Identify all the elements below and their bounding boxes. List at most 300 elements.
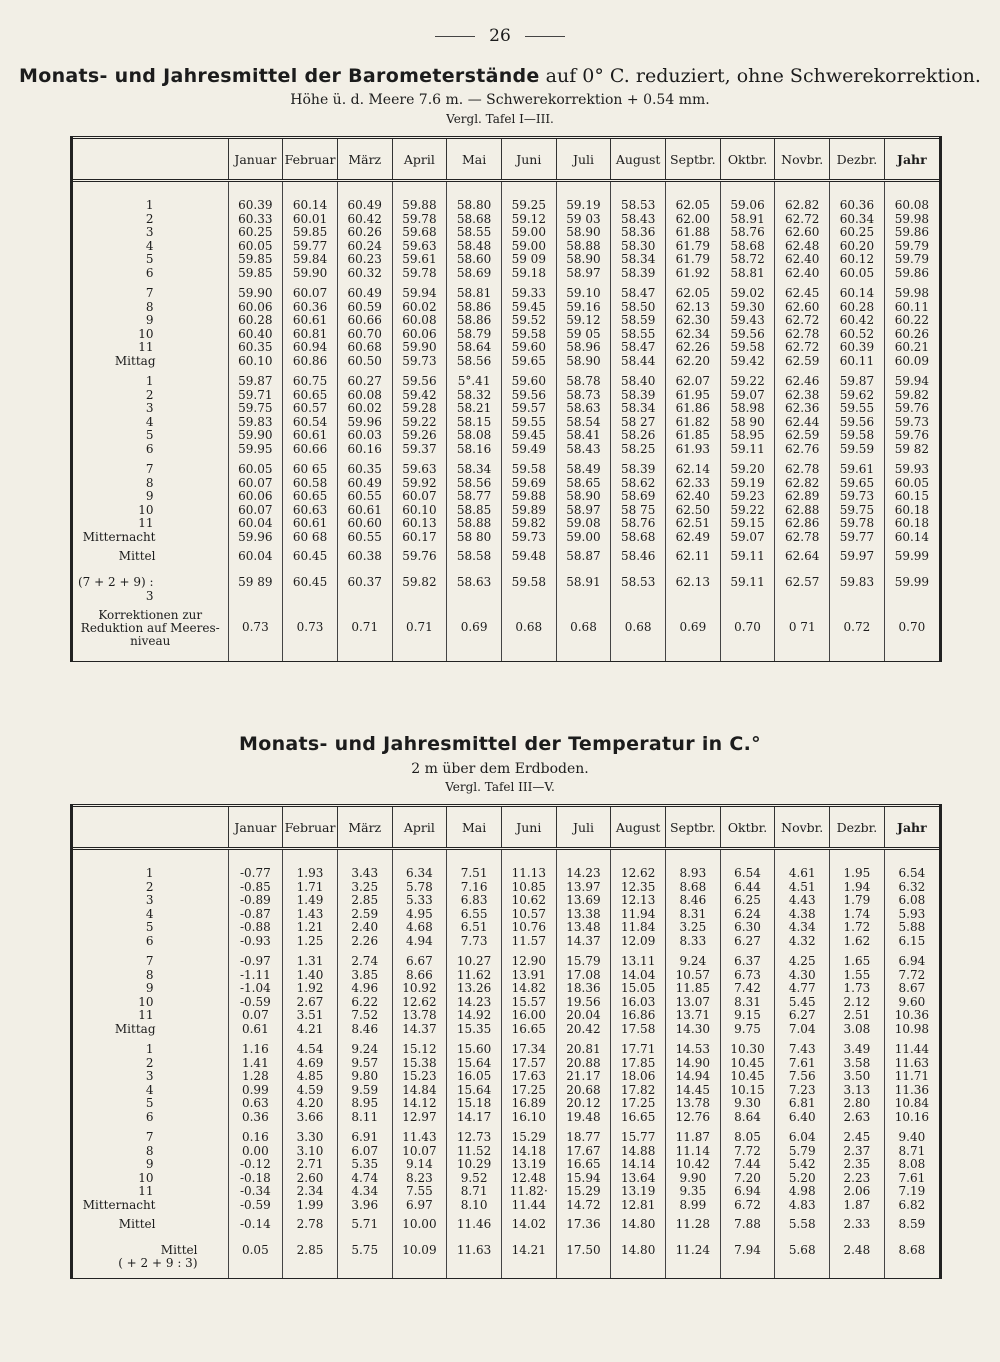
table2-title: Monats- und Jahresmittel der Temperatur in C.°: [239, 733, 761, 755]
table-cell: 10.57: [501, 908, 556, 922]
table2-subtitle: 2 m über dem Erdboden.: [411, 761, 589, 777]
table-cell: -1.04: [228, 982, 283, 996]
table-cell: 0.68: [501, 603, 556, 653]
table-cell: 12.48: [501, 1172, 556, 1186]
table-cell: 13.19: [611, 1185, 666, 1199]
table-cell: 59.96: [228, 531, 283, 545]
table-cell: 60.81: [283, 328, 338, 342]
table-cell: 6.15: [884, 935, 939, 949]
spacer-cell: [283, 849, 338, 861]
table-cell: 60.25: [228, 226, 283, 240]
table-cell: 8.46: [337, 1023, 392, 1037]
spacer-cell: [228, 849, 283, 861]
row-label-line: ( + 2 + 9 : 3): [118, 1256, 198, 1270]
table-cell: 9.24: [666, 948, 721, 969]
table-cell: 59.76: [884, 402, 939, 416]
table-cell: 59.90: [228, 429, 283, 443]
table-cell: 60 65: [283, 456, 338, 477]
table-cell: 6.34: [392, 860, 447, 881]
table-cell: 17.57: [501, 1057, 556, 1071]
spacer-cell: [556, 1270, 611, 1279]
table-row: [73, 1097, 939, 1111]
table-cell: 4.21: [283, 1023, 338, 1037]
spacer-cell: [392, 181, 447, 193]
table-cell: 5.75: [337, 1242, 392, 1270]
table-cell: 60.18: [884, 517, 939, 531]
table-cell: 59.63: [392, 456, 447, 477]
table-cell: 14.17: [447, 1111, 502, 1125]
table-cell: 14.90: [666, 1057, 721, 1071]
column-header: Januar: [228, 806, 283, 849]
table-cell: 9.24: [337, 1036, 392, 1057]
table-cell: 16.86: [611, 1009, 666, 1023]
table-cell: 6.07: [337, 1145, 392, 1159]
spacer-cell: [447, 1270, 502, 1279]
table-cell: 1.21: [283, 921, 338, 935]
table-cell: 6.94: [720, 1185, 775, 1199]
table-cell: 60.70: [337, 328, 392, 342]
row-label: 4: [145, 238, 154, 253]
table-cell: 61.88: [666, 226, 721, 240]
table-cell: 59.79: [884, 240, 939, 254]
table-cell: 60.04: [228, 517, 283, 531]
table-cell: 60.28: [830, 301, 885, 315]
table-row: [73, 456, 939, 477]
table-cell: 15.05: [611, 982, 666, 996]
table-cell: 5.42: [775, 1158, 830, 1172]
table-cell: 0 71: [775, 603, 830, 653]
table-cell: 59.22: [392, 416, 447, 430]
spacer-cell: [447, 653, 502, 662]
table-cell: 59.76: [392, 544, 447, 574]
table-cell: 60.45: [283, 574, 338, 603]
table-cell: 59.60: [501, 368, 556, 389]
table-cell: 14.12: [392, 1097, 447, 1111]
table-cell: 10.29: [447, 1158, 502, 1172]
table-cell: 58.77: [447, 490, 502, 504]
table-cell: 11.36: [884, 1084, 939, 1098]
table-row: [73, 1212, 939, 1242]
table-cell: 4.34: [775, 921, 830, 935]
table-cell: 60.22: [884, 314, 939, 328]
table-cell: 59.19: [720, 477, 775, 491]
table-cell: 5.20: [775, 1172, 830, 1186]
table-cell: 60.65: [283, 389, 338, 403]
row-label: 9: [145, 313, 154, 327]
table-cell: 7.72: [884, 969, 939, 983]
spacer-cell: [447, 181, 502, 193]
table-cell: 60.06: [228, 490, 283, 504]
table-cell: 60.39: [830, 341, 885, 355]
table-cell: 59.58: [501, 574, 556, 603]
spacer-cell: [884, 849, 939, 861]
table-cell: 2.48: [830, 1242, 885, 1270]
table-cell: 59.11: [720, 443, 775, 457]
table-cell: 60.11: [830, 355, 885, 369]
table-cell: 11.87: [666, 1124, 721, 1145]
table-cell: 58.91: [556, 574, 611, 603]
row-label: Mittag: [114, 353, 156, 368]
column-header: Novbr.: [775, 806, 830, 849]
table-cell: 14.30: [666, 1023, 721, 1037]
table-cell: 60.75: [283, 368, 338, 389]
table-cell: 11.63: [447, 1242, 502, 1270]
table-cell: 59.61: [392, 253, 447, 267]
table-cell: -0.59: [228, 996, 283, 1010]
table-cell: 14.18: [501, 1145, 556, 1159]
table-cell: 17.58: [611, 1023, 666, 1037]
table-cell: 13.48: [556, 921, 611, 935]
table-cell: 4.38: [775, 908, 830, 922]
spacer-cell: [830, 849, 885, 861]
table-cell: 60.66: [283, 443, 338, 457]
spacer-cell: [884, 1270, 939, 1279]
table-row: [73, 355, 939, 369]
table-cell: 59.33: [501, 280, 556, 301]
table-row: [73, 1084, 939, 1098]
table-cell: 59.63: [392, 240, 447, 254]
table-cell: 6.81: [775, 1097, 830, 1111]
table-cell: 14.23: [556, 860, 611, 881]
table-cell: 59.76: [884, 429, 939, 443]
table-cell: 60.28: [228, 314, 283, 328]
table-cell: 11.63: [884, 1057, 939, 1071]
table-row: [73, 443, 939, 457]
spacer-cell: [73, 1270, 228, 1279]
table-cell: 1.49: [283, 894, 338, 908]
table-cell: 3.10: [283, 1145, 338, 1159]
table-cell: 59.11: [720, 574, 775, 603]
table-cell: 10.30: [720, 1036, 775, 1057]
table-row: [73, 389, 939, 403]
table-cell: 1.55: [830, 969, 885, 983]
table-cell: 15.94: [556, 1172, 611, 1186]
table-cell: 58.90: [556, 226, 611, 240]
table-row: [73, 1009, 939, 1023]
table-cell: 60.60: [337, 517, 392, 531]
table-cell: 58.43: [556, 443, 611, 457]
table-cell: 2.40: [337, 921, 392, 935]
table-cell: 58.90: [556, 253, 611, 267]
table-cell: 15.79: [556, 948, 611, 969]
table-cell: 15.18: [447, 1097, 502, 1111]
table-cell: 59.94: [392, 280, 447, 301]
table-cell: 16.00: [501, 1009, 556, 1023]
table-cell: 59.89: [501, 504, 556, 518]
table-cell: 14.37: [556, 935, 611, 949]
spacer-cell: [283, 1270, 338, 1279]
table-cell: 6.04: [775, 1124, 830, 1145]
table-cell: 58.56: [447, 355, 502, 369]
table-cell: 60.12: [830, 253, 885, 267]
table-cell: -0.12: [228, 1158, 283, 1172]
table-cell: 21.17: [556, 1070, 611, 1084]
table-cell: 58.36: [611, 226, 666, 240]
table-cell: 60.61: [283, 517, 338, 531]
table-row: [73, 328, 939, 342]
table-cell: 59.90: [392, 341, 447, 355]
table-cell: 59.08: [556, 517, 611, 531]
table-cell: 58.88: [447, 517, 502, 531]
table-cell: 60.03: [337, 429, 392, 443]
table-cell: 58.59: [611, 314, 666, 328]
table-cell: 10.45: [720, 1057, 775, 1071]
table-cell: 58.87: [556, 544, 611, 574]
table-cell: 4.30: [775, 969, 830, 983]
table-cell: 7.19: [884, 1185, 939, 1199]
table-cell: 59.56: [392, 368, 447, 389]
spacer-cell: [666, 181, 721, 193]
table-cell: 6.73: [720, 969, 775, 983]
table-cell: 58.34: [611, 253, 666, 267]
table-cell: 11.94: [611, 908, 666, 922]
spacer-cell: [73, 653, 228, 662]
table-cell: 58.55: [447, 226, 502, 240]
table-cell: 59.12: [501, 213, 556, 227]
table-cell: 1.74: [830, 908, 885, 922]
table-cell: 59.43: [720, 314, 775, 328]
table-cell: 2.06: [830, 1185, 885, 1199]
table-cell: 10.09: [392, 1242, 447, 1270]
table-cell: 60.61: [337, 504, 392, 518]
table-row: [73, 301, 939, 315]
table-cell: 59.73: [501, 531, 556, 545]
table-row: [73, 908, 939, 922]
table-cell: 20.81: [556, 1036, 611, 1057]
table-cell: 9.80: [337, 1070, 392, 1084]
table-cell: 59.71: [228, 389, 283, 403]
table-cell: 4.43: [775, 894, 830, 908]
table-cell: 18.77: [556, 1124, 611, 1145]
table-cell: 59.79: [884, 253, 939, 267]
row-label: 3: [145, 1069, 154, 1083]
table-cell: 7.56: [775, 1070, 830, 1084]
table-cell: 19.48: [556, 1111, 611, 1125]
table-cell: 60.05: [228, 240, 283, 254]
row-label: 8: [145, 299, 154, 314]
table-cell: 58.39: [611, 456, 666, 477]
table-cell: 9.40: [884, 1124, 939, 1145]
spacer-cell: [283, 653, 338, 662]
spacer-cell: [775, 181, 830, 193]
row-label: 3: [145, 893, 154, 907]
spacer-cell: [884, 653, 939, 662]
table-cell: 2.63: [830, 1111, 885, 1125]
table-cell: 59.78: [392, 213, 447, 227]
table-cell: 62.86: [775, 517, 830, 531]
table-cell: 14.14: [611, 1158, 666, 1172]
table-cell: 62.00: [666, 213, 721, 227]
table-cell: 60.17: [392, 531, 447, 545]
table-cell: 10.45: [720, 1070, 775, 1084]
table-cell: 0.73: [228, 603, 283, 653]
row-label: 4: [145, 906, 154, 921]
spacer-cell: [830, 1270, 885, 1279]
spacer-cell: [830, 653, 885, 662]
table-cell: 59.56: [720, 328, 775, 342]
table-row: [73, 253, 939, 267]
table-cell: 15.38: [392, 1057, 447, 1071]
table-cell: 58.68: [720, 240, 775, 254]
table-cell: 10.92: [392, 982, 447, 996]
table-cell: 60.35: [337, 456, 392, 477]
table-cell: 62.05: [666, 280, 721, 301]
table-cell: 6.37: [720, 948, 775, 969]
table-cell: 9.30: [720, 1097, 775, 1111]
table-cell: 58.47: [611, 341, 666, 355]
table-cell: 12.73: [447, 1124, 502, 1145]
table-cell: 10.76: [501, 921, 556, 935]
table-cell: 17.36: [556, 1212, 611, 1242]
table-cell: 10.98: [884, 1023, 939, 1037]
table-row: [73, 1036, 939, 1057]
table-cell: 59.30: [720, 301, 775, 315]
table-cell: 58.90: [556, 490, 611, 504]
table-cell: 58.21: [447, 402, 502, 416]
table-cell: 1.41: [228, 1057, 283, 1071]
column-header: Februar: [283, 138, 338, 181]
table-cell: 58.69: [447, 267, 502, 281]
table-cell: 58.80: [447, 192, 502, 213]
table-row: [73, 1199, 939, 1213]
table-cell: 9.52: [447, 1172, 502, 1186]
table-cell: 9.14: [392, 1158, 447, 1172]
table-cell: 62.72: [775, 314, 830, 328]
correction-label-line: Korrektionen zur: [98, 607, 203, 622]
table-cell: 2.74: [337, 948, 392, 969]
table-cell: 62.13: [666, 301, 721, 315]
table-cell: 4.94: [392, 935, 447, 949]
table-cell: 12.09: [611, 935, 666, 949]
table-cell: 11.71: [884, 1070, 939, 1084]
table-cell: 2.85: [337, 894, 392, 908]
table-cell: 2.60: [283, 1172, 338, 1186]
spacer-cell: [775, 849, 830, 861]
table-cell: 59.22: [720, 504, 775, 518]
table-cell: 7.44: [720, 1158, 775, 1172]
table-cell: 62.82: [775, 477, 830, 491]
table-cell: 20.12: [556, 1097, 611, 1111]
table-cell: 0.69: [666, 603, 721, 653]
table-cell: 59 89: [228, 574, 283, 603]
table-cell: -0.87: [228, 908, 283, 922]
table-cell: 11.46: [447, 1212, 502, 1242]
table-cell: 58.76: [611, 517, 666, 531]
table-cell: 3.85: [337, 969, 392, 983]
spacer-cell: [666, 653, 721, 662]
spacer-cell: [720, 1270, 775, 1279]
table-cell: 60.38: [337, 544, 392, 574]
table-cell: 62.59: [775, 429, 830, 443]
column-header: Dezbr.: [830, 138, 885, 181]
table-cell: 60.40: [228, 328, 283, 342]
stub-header: [73, 138, 228, 181]
table-cell: 58.56: [447, 477, 502, 491]
table-cell: 4.74: [337, 1172, 392, 1186]
table-cell: 7.52: [337, 1009, 392, 1023]
table-row: [73, 504, 939, 518]
table-cell: 3.66: [283, 1111, 338, 1125]
table-cell: 60.24: [337, 240, 392, 254]
row-label: 7: [145, 1130, 154, 1144]
table-cell: 59.07: [720, 389, 775, 403]
table-cell: 5.68: [775, 1242, 830, 1270]
table-cell: 58.62: [611, 477, 666, 491]
table-cell: 2.35: [830, 1158, 885, 1172]
page-number: 26: [0, 26, 1000, 46]
table-cell: 8.68: [884, 1242, 939, 1270]
table-cell: 20.42: [556, 1023, 611, 1037]
column-header: Septbr.: [666, 138, 721, 181]
table-cell: 14.80: [611, 1242, 666, 1270]
spacer-cell: [501, 653, 556, 662]
table-cell: 18.06: [611, 1070, 666, 1084]
table-cell: 59.92: [392, 477, 447, 491]
table-row: [73, 368, 939, 389]
table-cell: -0.93: [228, 935, 283, 949]
table-cell: 59.75: [228, 402, 283, 416]
table-cell: 14.04: [611, 969, 666, 983]
table-cell: 0.70: [884, 603, 939, 653]
table-cell: 14.23: [447, 996, 502, 1010]
table-cell: 12.13: [611, 894, 666, 908]
table-cell: 13.71: [666, 1009, 721, 1023]
table-cell: 59.25: [501, 192, 556, 213]
table-cell: 6.51: [447, 921, 502, 935]
column-header: August: [611, 806, 666, 849]
table-cell: 59.00: [501, 240, 556, 254]
table-cell: 17.34: [501, 1036, 556, 1057]
table1-title: Monats- und Jahresmittel der Barometerstände auf 0° C. reduziert, ohne Schwerekorrektion.: [19, 65, 981, 87]
table-cell: 10.16: [884, 1111, 939, 1125]
table-cell: 58.26: [611, 429, 666, 443]
table-cell: 2.45: [830, 1124, 885, 1145]
table-cell: 60.52: [830, 328, 885, 342]
table-cell: 59.85: [228, 267, 283, 281]
table-cell: 62.82: [775, 192, 830, 213]
table-cell: 60.07: [228, 504, 283, 518]
row-label: 8: [145, 475, 154, 490]
table-cell: 60.33: [228, 213, 283, 227]
table-cell: 60.02: [392, 301, 447, 315]
table-cell: 62.46: [775, 368, 830, 389]
spacer-cell: [611, 181, 666, 193]
table-cell: 60.26: [884, 328, 939, 342]
spacer-cell: [720, 653, 775, 662]
column-header: Novbr.: [775, 138, 830, 181]
table-cell: 6.54: [720, 860, 775, 881]
table-cell: 59.83: [228, 416, 283, 430]
table-cell: 8.67: [884, 982, 939, 996]
table-cell: 8.71: [447, 1185, 502, 1199]
row-label: 1: [145, 1042, 154, 1056]
table-cell: 59 82: [884, 443, 939, 457]
table-cell: 60.25: [830, 226, 885, 240]
table-cell: 60.36: [283, 301, 338, 315]
table-cell: 3.43: [337, 860, 392, 881]
table-cell: 20.04: [556, 1009, 611, 1023]
row-label: 3: [145, 401, 154, 415]
table-cell: 58.68: [447, 213, 502, 227]
table-cell: 59.85: [283, 226, 338, 240]
row-label: 1: [145, 866, 154, 880]
table-cell: 13.97: [556, 881, 611, 895]
table-cell: 2.37: [830, 1145, 885, 1159]
table-cell: 7.61: [775, 1057, 830, 1071]
table-cell: 60.16: [337, 443, 392, 457]
spacer-cell: [611, 1270, 666, 1279]
table-cell: 62.72: [775, 213, 830, 227]
